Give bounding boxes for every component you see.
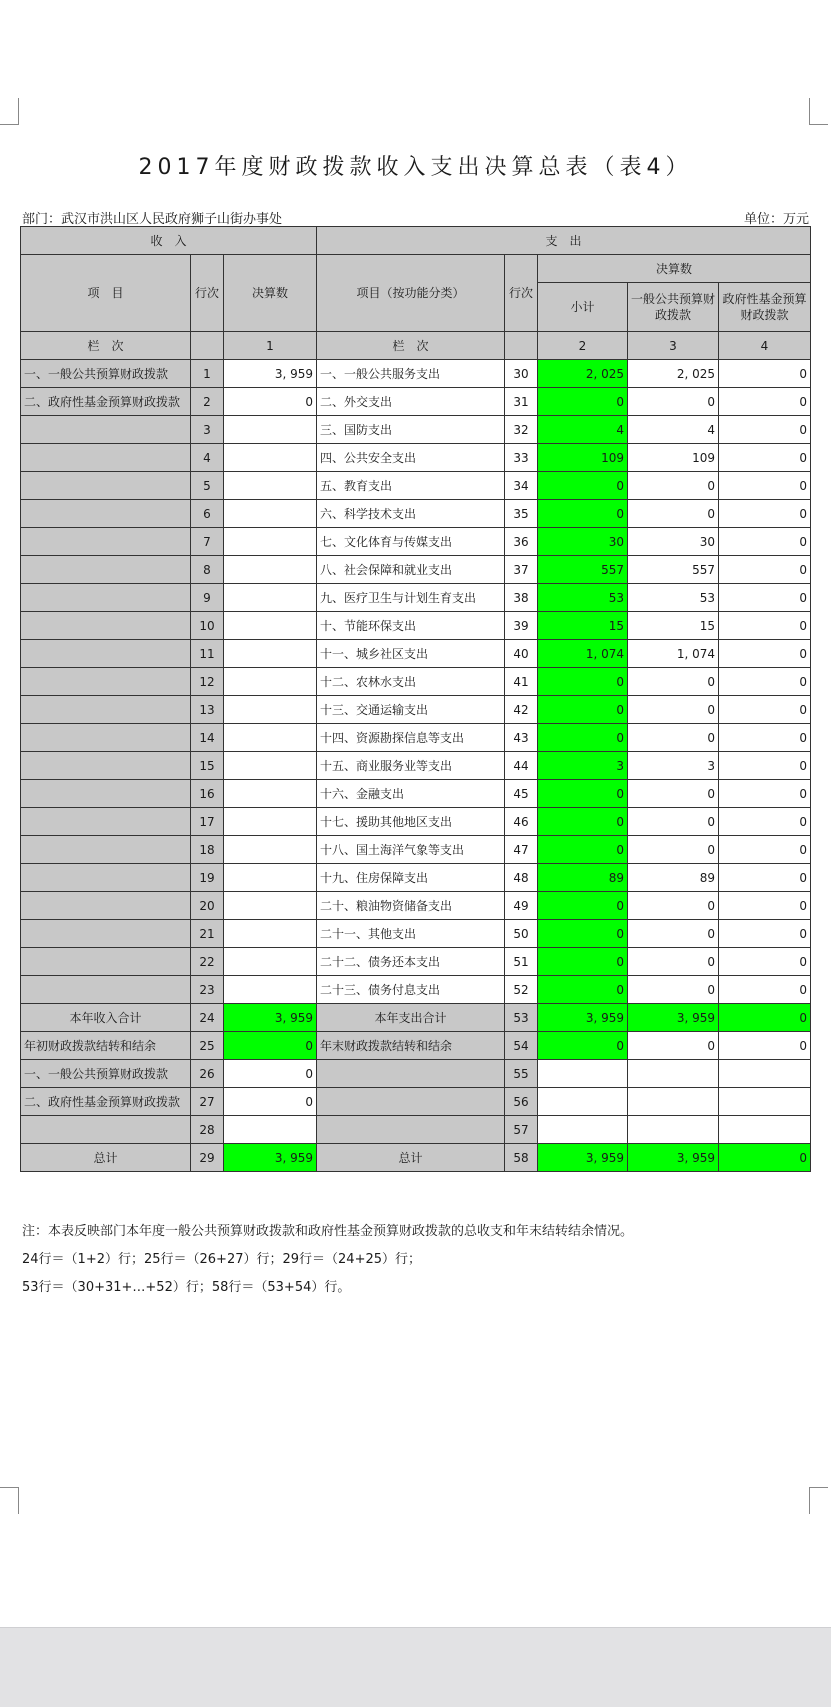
expense-line: 41 (505, 668, 538, 696)
income-line: 4 (191, 444, 224, 472)
begin-general-row (21, 1060, 811, 1088)
blank-row (21, 1116, 811, 1144)
begin-fund-line: 27 (191, 1088, 224, 1116)
expense-item: 一、一般公共服务支出 (317, 360, 505, 388)
expense-gov-fund: 0 (719, 920, 811, 948)
table-row (21, 584, 811, 612)
col-3-label: 3 (628, 332, 719, 360)
expense-line: 42 (505, 696, 538, 724)
income-value (224, 696, 317, 724)
expense-subtotal: 53 (538, 584, 628, 612)
begin-carryover-label: 年初财政拨款结转和结余 (21, 1032, 191, 1060)
expense-subtotal: 0 (538, 696, 628, 724)
col-1-label: 1 (224, 332, 317, 360)
expense-item: 十五、商业服务业等支出 (317, 752, 505, 780)
income-line: 21 (191, 920, 224, 948)
income-value (224, 444, 317, 472)
col-2-label: 2 (538, 332, 628, 360)
expense-general-budget: 0 (628, 892, 719, 920)
expense-subtotal: 0 (538, 724, 628, 752)
expense-gov-fund: 0 (719, 360, 811, 388)
income-value (224, 612, 317, 640)
income-line: 6 (191, 500, 224, 528)
expense-general-budget: 0 (628, 724, 719, 752)
income-total-value: 3, 959 (224, 1004, 317, 1032)
expense-column-label: 栏 次 (317, 332, 505, 360)
line-56: 56 (505, 1088, 538, 1116)
expense-general-budget: 0 (628, 780, 719, 808)
expense-item: 七、文化体育与传媒支出 (317, 528, 505, 556)
note-line: 注：本表反映部门本年度一般公共预算财政拨款和政府性基金预算财政拨款的总收支和年末结转结余情况。 (22, 1224, 634, 1239)
begin-general-line: 26 (191, 1060, 224, 1088)
line-57: 57 (505, 1116, 538, 1144)
table-row (21, 864, 811, 892)
expense-general-budget: 30 (628, 528, 719, 556)
crop-mark-top-right (809, 98, 828, 125)
income-item (21, 444, 191, 472)
expense-gov-fund: 0 (719, 724, 811, 752)
begin-general-label: 一、一般公共预算财政拨款 (21, 1060, 191, 1088)
table-row (21, 472, 811, 500)
income-item (21, 416, 191, 444)
expense-general-budget: 0 (628, 920, 719, 948)
begin-fund-row (21, 1088, 811, 1116)
table-row (21, 920, 811, 948)
expense-line: 52 (505, 976, 538, 1004)
income-item: 一、一般公共预算财政拨款 (21, 360, 191, 388)
expense-final-header: 决算数 (538, 255, 811, 283)
income-item (21, 780, 191, 808)
grand-total-income-line: 29 (191, 1144, 224, 1172)
expense-item: 十二、农林水支出 (317, 668, 505, 696)
income-line: 5 (191, 472, 224, 500)
income-item (21, 752, 191, 780)
income-item (21, 528, 191, 556)
expense-item: 二十二、债务还本支出 (317, 948, 505, 976)
expense-gov-fund: 0 (719, 668, 811, 696)
expense-gov-fund: 0 (719, 948, 811, 976)
expense-subtotal: 0 (538, 892, 628, 920)
income-item: 二、政府性基金预算财政拨款 (21, 388, 191, 416)
income-item-header: 项 目 (21, 255, 191, 332)
table-row (21, 360, 811, 388)
income-value (224, 752, 317, 780)
expense-subtotal: 4 (538, 416, 628, 444)
table-row (21, 416, 811, 444)
expense-gov-fund: 0 (719, 640, 811, 668)
income-item (21, 724, 191, 752)
income-value (224, 892, 317, 920)
grand-total-expense-label: 总计 (317, 1144, 505, 1172)
expense-subtotal: 1, 074 (538, 640, 628, 668)
expense-subtotal: 109 (538, 444, 628, 472)
expense-subtotal: 0 (538, 472, 628, 500)
unit-label: 单位：万元 (743, 212, 809, 227)
expense-subtotal: 3 (538, 752, 628, 780)
expense-item: 五、教育支出 (317, 472, 505, 500)
expense-subtotal: 557 (538, 556, 628, 584)
income-item (21, 668, 191, 696)
table-row (21, 612, 811, 640)
crop-mark-bottom-left (0, 1487, 19, 1514)
income-value (224, 724, 317, 752)
expense-subtotal: 0 (538, 500, 628, 528)
begin-fund-label: 二、政府性基金预算财政拨款 (21, 1088, 191, 1116)
grand-total-row (21, 1144, 811, 1172)
expense-general-budget: 0 (628, 976, 719, 1004)
expense-item: 十八、国土海洋气象等支出 (317, 836, 505, 864)
expense-general-budget: 0 (628, 500, 719, 528)
expense-general-budget: 0 (628, 472, 719, 500)
expense-total-subtotal: 3, 959 (538, 1004, 628, 1032)
income-header: 收 入 (21, 227, 317, 255)
expense-general-budget: 2, 025 (628, 360, 719, 388)
income-line: 15 (191, 752, 224, 780)
expense-total-line: 53 (505, 1004, 538, 1032)
expense-gov-fund: 0 (719, 556, 811, 584)
expense-total-fund: 0 (719, 1004, 811, 1032)
income-value (224, 528, 317, 556)
income-line: 12 (191, 668, 224, 696)
expense-line: 35 (505, 500, 538, 528)
income-line: 20 (191, 892, 224, 920)
income-value (224, 920, 317, 948)
grand-total-fund: 0 (719, 1144, 811, 1172)
begin-fund-value: 0 (224, 1088, 317, 1116)
expense-gov-fund: 0 (719, 388, 811, 416)
income-line: 7 (191, 528, 224, 556)
page-title: 2017年度财政拨款收入支出决算总表（表4） (138, 155, 693, 180)
department-label: 部门：武汉市洪山区人民政府狮子山街办事处 (22, 212, 283, 227)
income-line: 8 (191, 556, 224, 584)
income-value (224, 584, 317, 612)
expense-item: 十九、住房保障支出 (317, 864, 505, 892)
expense-item: 四、公共安全支出 (317, 444, 505, 472)
income-value: 3, 959 (224, 360, 317, 388)
expense-item: 十七、援助其他地区支出 (317, 808, 505, 836)
income-item (21, 640, 191, 668)
expense-line: 51 (505, 948, 538, 976)
income-item (21, 472, 191, 500)
income-value (224, 640, 317, 668)
expense-general-budget: 109 (628, 444, 719, 472)
income-value (224, 836, 317, 864)
expense-general-budget: 53 (628, 584, 719, 612)
note-line: 53行＝（30+31+…+52）行；58行＝（53+54）行。 (22, 1280, 351, 1295)
income-item (21, 696, 191, 724)
table-row (21, 808, 811, 836)
income-value (224, 500, 317, 528)
line-28: 28 (191, 1116, 224, 1144)
expense-line: 31 (505, 388, 538, 416)
income-value (224, 948, 317, 976)
income-line: 22 (191, 948, 224, 976)
expense-item: 六、科学技术支出 (317, 500, 505, 528)
income-item (21, 864, 191, 892)
grand-total-income-value: 3, 959 (224, 1144, 317, 1172)
table-row (21, 752, 811, 780)
income-line: 10 (191, 612, 224, 640)
income-line: 14 (191, 724, 224, 752)
expense-item: 十四、资源勘探信息等支出 (317, 724, 505, 752)
expense-general-budget: 15 (628, 612, 719, 640)
income-value (224, 472, 317, 500)
expense-general-budget: 557 (628, 556, 719, 584)
end-carryover-general: 0 (628, 1032, 719, 1060)
income-amount-header: 决算数 (224, 255, 317, 332)
expense-item: 十、节能环保支出 (317, 612, 505, 640)
table-row (21, 696, 811, 724)
table-row (21, 724, 811, 752)
table-row (21, 892, 811, 920)
expense-gov-fund: 0 (719, 696, 811, 724)
income-item (21, 948, 191, 976)
income-line: 23 (191, 976, 224, 1004)
income-total-line: 24 (191, 1004, 224, 1032)
expense-gov-fund: 0 (719, 444, 811, 472)
income-item (21, 976, 191, 1004)
income-value (224, 808, 317, 836)
expense-gov-fund: 0 (719, 836, 811, 864)
general-budget-header: 一般公共预算财政拨款 (628, 283, 719, 332)
expense-general-budget: 0 (628, 808, 719, 836)
table-row (21, 500, 811, 528)
expense-header: 支 出 (317, 227, 811, 255)
table-row (21, 780, 811, 808)
expense-general-budget: 89 (628, 864, 719, 892)
expense-general-budget: 0 (628, 696, 719, 724)
income-line: 13 (191, 696, 224, 724)
carryover-row (21, 1032, 811, 1060)
income-line: 9 (191, 584, 224, 612)
expense-subtotal: 0 (538, 808, 628, 836)
income-value (224, 668, 317, 696)
expense-subtotal: 2, 025 (538, 360, 628, 388)
table-row (21, 528, 811, 556)
table-row (21, 948, 811, 976)
expense-gov-fund: 0 (719, 416, 811, 444)
table-row (21, 836, 811, 864)
expense-subtotal: 15 (538, 612, 628, 640)
bottom-bar (0, 1627, 831, 1707)
col-4-label: 4 (719, 332, 811, 360)
expense-gov-fund: 0 (719, 752, 811, 780)
income-line: 16 (191, 780, 224, 808)
expense-subtotal: 0 (538, 836, 628, 864)
expense-subtotal: 0 (538, 388, 628, 416)
expense-line: 30 (505, 360, 538, 388)
income-line: 3 (191, 416, 224, 444)
expense-line: 32 (505, 416, 538, 444)
expense-subtotal: 0 (538, 948, 628, 976)
expense-line: 47 (505, 836, 538, 864)
expense-general-budget: 0 (628, 836, 719, 864)
expense-gov-fund: 0 (719, 528, 811, 556)
expense-gov-fund: 0 (719, 780, 811, 808)
income-item (21, 500, 191, 528)
expense-general-budget: 4 (628, 416, 719, 444)
expense-item: 二十三、债务付息支出 (317, 976, 505, 1004)
income-line: 18 (191, 836, 224, 864)
end-carryover-line: 54 (505, 1032, 538, 1060)
expense-gov-fund: 0 (719, 500, 811, 528)
expense-item: 八、社会保障和就业支出 (317, 556, 505, 584)
expense-item-header: 项目（按功能分类） (317, 255, 505, 332)
income-line: 19 (191, 864, 224, 892)
expense-gov-fund: 0 (719, 892, 811, 920)
expense-item: 九、医疗卫生与计划生育支出 (317, 584, 505, 612)
expense-item: 十六、金融支出 (317, 780, 505, 808)
end-carryover-fund: 0 (719, 1032, 811, 1060)
subtotal-header: 小计 (538, 283, 628, 332)
begin-carryover-value: 0 (224, 1032, 317, 1060)
expense-line: 34 (505, 472, 538, 500)
expense-general-budget: 1, 074 (628, 640, 719, 668)
expense-line: 45 (505, 780, 538, 808)
expense-line: 44 (505, 752, 538, 780)
expense-line: 48 (505, 864, 538, 892)
expense-general-budget: 0 (628, 668, 719, 696)
income-item (21, 836, 191, 864)
table-row (21, 668, 811, 696)
expense-line: 37 (505, 556, 538, 584)
expense-line: 50 (505, 920, 538, 948)
notes (22, 1218, 633, 1302)
table-row (21, 976, 811, 1004)
income-line-header: 行次 (191, 255, 224, 332)
expense-item: 十三、交通运输支出 (317, 696, 505, 724)
expense-line: 33 (505, 444, 538, 472)
note-line: 24行＝（1+2）行；25行＝（26+27）行；29行＝（24+25）行； (22, 1252, 422, 1267)
expense-subtotal: 89 (538, 864, 628, 892)
budget-table (20, 226, 811, 1172)
expense-gov-fund: 0 (719, 864, 811, 892)
expense-line-header: 行次 (505, 255, 538, 332)
expense-line: 40 (505, 640, 538, 668)
expense-gov-fund: 0 (719, 584, 811, 612)
income-line: 17 (191, 808, 224, 836)
expense-gov-fund: 0 (719, 612, 811, 640)
end-carryover-subtotal: 0 (538, 1032, 628, 1060)
income-value: 0 (224, 388, 317, 416)
expense-total-general: 3, 959 (628, 1004, 719, 1032)
end-carryover-label: 年末财政拨款结转和结余 (317, 1032, 505, 1060)
income-value (224, 780, 317, 808)
expense-gov-fund: 0 (719, 976, 811, 1004)
income-value (224, 976, 317, 1004)
expense-total-label: 本年支出合计 (317, 1004, 505, 1032)
expense-item: 二十一、其他支出 (317, 920, 505, 948)
gov-fund-header: 政府性基金预算财政拨款 (719, 283, 811, 332)
grand-total-income-label: 总计 (21, 1144, 191, 1172)
table-row (21, 640, 811, 668)
line-55: 55 (505, 1060, 538, 1088)
expense-subtotal: 0 (538, 920, 628, 948)
expense-subtotal: 0 (538, 668, 628, 696)
grand-total-general: 3, 959 (628, 1144, 719, 1172)
expense-line: 43 (505, 724, 538, 752)
crop-mark-bottom-right (809, 1487, 828, 1514)
expense-item: 三、国防支出 (317, 416, 505, 444)
expense-gov-fund: 0 (719, 808, 811, 836)
expense-item: 二十、粮油物资储备支出 (317, 892, 505, 920)
income-value (224, 416, 317, 444)
income-total-row (21, 1004, 811, 1032)
expense-subtotal: 0 (538, 780, 628, 808)
income-item (21, 584, 191, 612)
expense-subtotal: 0 (538, 976, 628, 1004)
expense-item: 十一、城乡社区支出 (317, 640, 505, 668)
expense-general-budget: 3 (628, 752, 719, 780)
expense-general-budget: 0 (628, 948, 719, 976)
begin-carryover-line: 25 (191, 1032, 224, 1060)
income-item (21, 920, 191, 948)
income-value (224, 556, 317, 584)
expense-general-budget: 0 (628, 388, 719, 416)
income-item (21, 892, 191, 920)
expense-item: 二、外交支出 (317, 388, 505, 416)
income-line: 11 (191, 640, 224, 668)
expense-line: 38 (505, 584, 538, 612)
table-row (21, 444, 811, 472)
expense-subtotal: 30 (538, 528, 628, 556)
expense-line: 39 (505, 612, 538, 640)
income-item (21, 612, 191, 640)
grand-total-subtotal: 3, 959 (538, 1144, 628, 1172)
expense-line: 46 (505, 808, 538, 836)
income-value (224, 864, 317, 892)
expense-gov-fund: 0 (719, 472, 811, 500)
begin-general-value: 0 (224, 1060, 317, 1088)
expense-line: 36 (505, 528, 538, 556)
grand-total-expense-line: 58 (505, 1144, 538, 1172)
income-line: 2 (191, 388, 224, 416)
income-line: 1 (191, 360, 224, 388)
income-total-label: 本年收入合计 (21, 1004, 191, 1032)
income-item (21, 808, 191, 836)
table-row (21, 556, 811, 584)
crop-mark-top-left (0, 98, 19, 125)
income-column-label: 栏 次 (21, 332, 191, 360)
income-item (21, 556, 191, 584)
expense-line: 49 (505, 892, 538, 920)
table-row (21, 388, 811, 416)
